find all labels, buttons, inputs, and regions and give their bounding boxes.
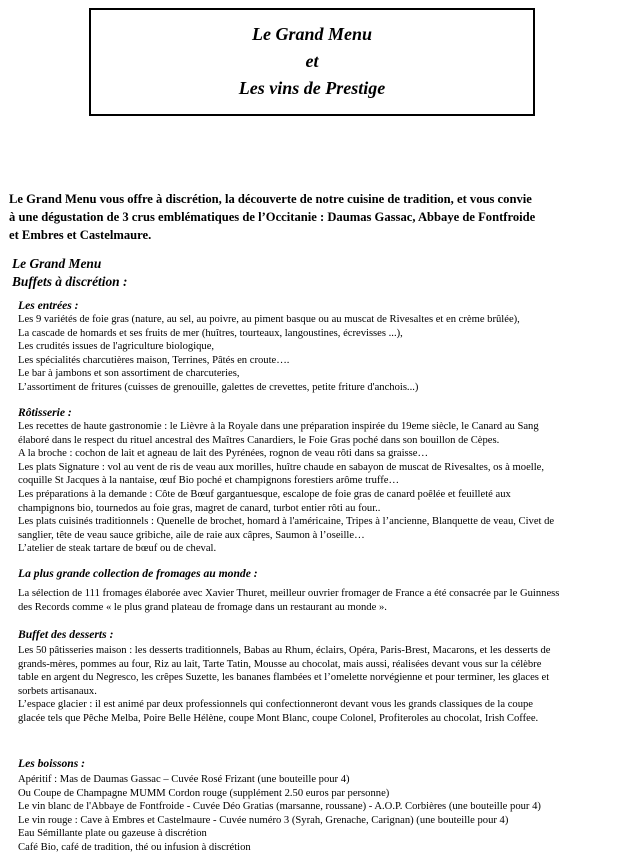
entrees-list [18,313,628,395]
desserts-line: table en argent du Negresco, les crêpes Suzette, les bananes flambées et l’omelette norvégienne et pour terminer, les glaces et [18,672,550,684]
entrees-heading: Les entrées : [18,299,79,312]
rotisserie-heading: Rôtisserie : [18,406,72,419]
rotisserie-line: Les plats Signature : vol au vent de ris de veau aux morilles, huître chaude en sabayon de muscat de Rivesaltes, os à moelle, [18,461,545,473]
desserts-list [18,644,628,726]
rotisserie-line: champignons bio, tournedos au foie gras, magret de canard, turbot entier rôti au four.. [18,502,381,514]
entrees-line: Les 9 variétés de foie gras (nature, au sel, au poivre, au piment basque ou au muscat de Rivesaltes et en crème brûlée), [18,314,520,325]
rotisserie-line: coquille St Jacques à la nantaise, œuf Bio poché et champignons forestiers arôme truffe… [18,475,400,487]
rotisserie-line: L’atelier de steak tartare de bœuf ou de cheval. [18,543,217,555]
intro-paragraph [9,190,625,244]
title-line-2: et [305,51,319,71]
desserts-line: grands-mères, pommes au four, Riz au lait, Tarte Tatin, Mousse au chocolat, mais aussi, réalisées devant vous sur la célèbre [18,658,542,670]
fromages-heading: La plus grande collection de fromages au monde : [18,567,258,580]
boissons-line: Café Bio, café de tradition, thé ou infusion à discrétion [18,841,251,853]
entrees-line: Les spécialités charcutières maison, Terrines, Pâtés en croute…. [18,354,290,366]
title-line-1: Le Grand Menu [251,24,372,44]
title-line-3: Les vins de Prestige [238,78,386,98]
boissons-line: Le vin rouge : Cave à Embres et Castelmaure - Cuvée numéro 3 (Syrah, Grenache, Carignan) (une bouteille pour 4) [18,814,509,826]
boissons-line: Eau Sémillante plate ou gazeuse à discrétion [18,828,207,840]
boissons-line: Ou Coupe de Champagne MUMM Cordon rouge (supplément 2.50 euros par personne) [18,787,390,799]
rotisserie-line: A la broche : cochon de lait et agneau de lait des Pyrénées, rognon de veau rôti dans sa graisse… [18,448,429,460]
rotisserie-line: Les recettes de haute gastronomie : le Lièvre à la Royale dans une préparation inspirée du 19eme siècle, le Canard au Sang [18,421,539,432]
title-box [89,8,535,116]
rotisserie-line: sanglier, tête de veau sauce gribiche, aile de raie aux câpres, Saumon à l’oseille… [18,529,365,541]
entrees-line: Le bar à jambons et son assortiment de charcuteries, [18,368,240,380]
rotisserie-line: élaboré dans le respect du rituel ancestral des Maîtres Canardiers, le Foie Gras poché dans son bouillon de Cèpes. [18,434,500,446]
intro-line: et Embres et Castelmaure. [9,228,152,242]
entrees-line: Les crudités issues de l'agriculture biologique, [18,341,215,353]
grand-menu-title: Le Grand Menu [12,256,102,271]
desserts-line: Les 50 pâtisseries maison : les desserts traditionnels, Babas au Rhum, éclairs, Opéra, Paris-Brest, Macarons, et les desserts de [18,645,551,656]
boissons-heading: Les boissons : [18,757,85,770]
entrees-line: La cascade de homards et ses fruits de mer (huîtres, tourteaux, langoustines, écrevisses ...), [18,327,403,339]
buffets-subtitle: Buffets à discrétion : [12,274,128,289]
boissons-line: Apéritif : Mas de Daumas Gassac – Cuvée Rosé Frizant (une bouteille pour 4) [18,774,350,785]
desserts-line: glacée tels que Pêche Melba, Poire Belle Hélène, coupe Mont Blanc, coupe Colonel, Profiteroles au chocolat, Irish Coffee. [18,712,539,724]
desserts-line: sorbets artisanaux. [18,685,97,697]
rotisserie-line: Les plats cuisinés traditionnels : Quenelle de brochet, homard à l'américaine, Tripes à l’ancienne, Blanquette de veau, Civet de [18,516,555,528]
desserts-line: L’espace glacier : il est animé par deux professionnels qui confectionneront devant vous les grands classiques de la coupe [18,699,534,711]
boissons-list [18,773,628,855]
rotisserie-list [18,420,628,556]
rotisserie-line: Les préparations à la demande : Côte de Bœuf gargantuesque, escalope de foie gras de canard poêlée et feuilleté aux [18,488,511,500]
intro-line: à une dégustation de 3 crus emblématiques de l’Occitanie : Daumas Gassac, Abbaye de Fontfroide [9,210,536,224]
boissons-line: Le vin blanc de l'Abbaye de Fontfroide - Cuvée Déo Gratias (marsanne, roussane) - A.O.P. Corbières (une bouteille pour 4) [18,801,541,813]
fromages-line: des Records comme « le plus grand plateau de fromage dans un restaurant au monde ». [18,601,387,613]
entrees-line: L’assortiment de fritures (cuisses de grenouille, galettes de crevettes, petite friture d'anchois...) [18,381,419,393]
fromages-line: La sélection de 111 fromages élaborée avec Xavier Thuret, meilleur ouvrier fromager de France a été consacrée par le Guinness [18,588,560,599]
intro-line: Le Grand Menu vous offre à discrétion, la découverte de notre cuisine de tradition, et vous convie [9,192,532,206]
desserts-heading: Buffet des desserts : [18,628,114,641]
fromages-list [18,587,628,614]
